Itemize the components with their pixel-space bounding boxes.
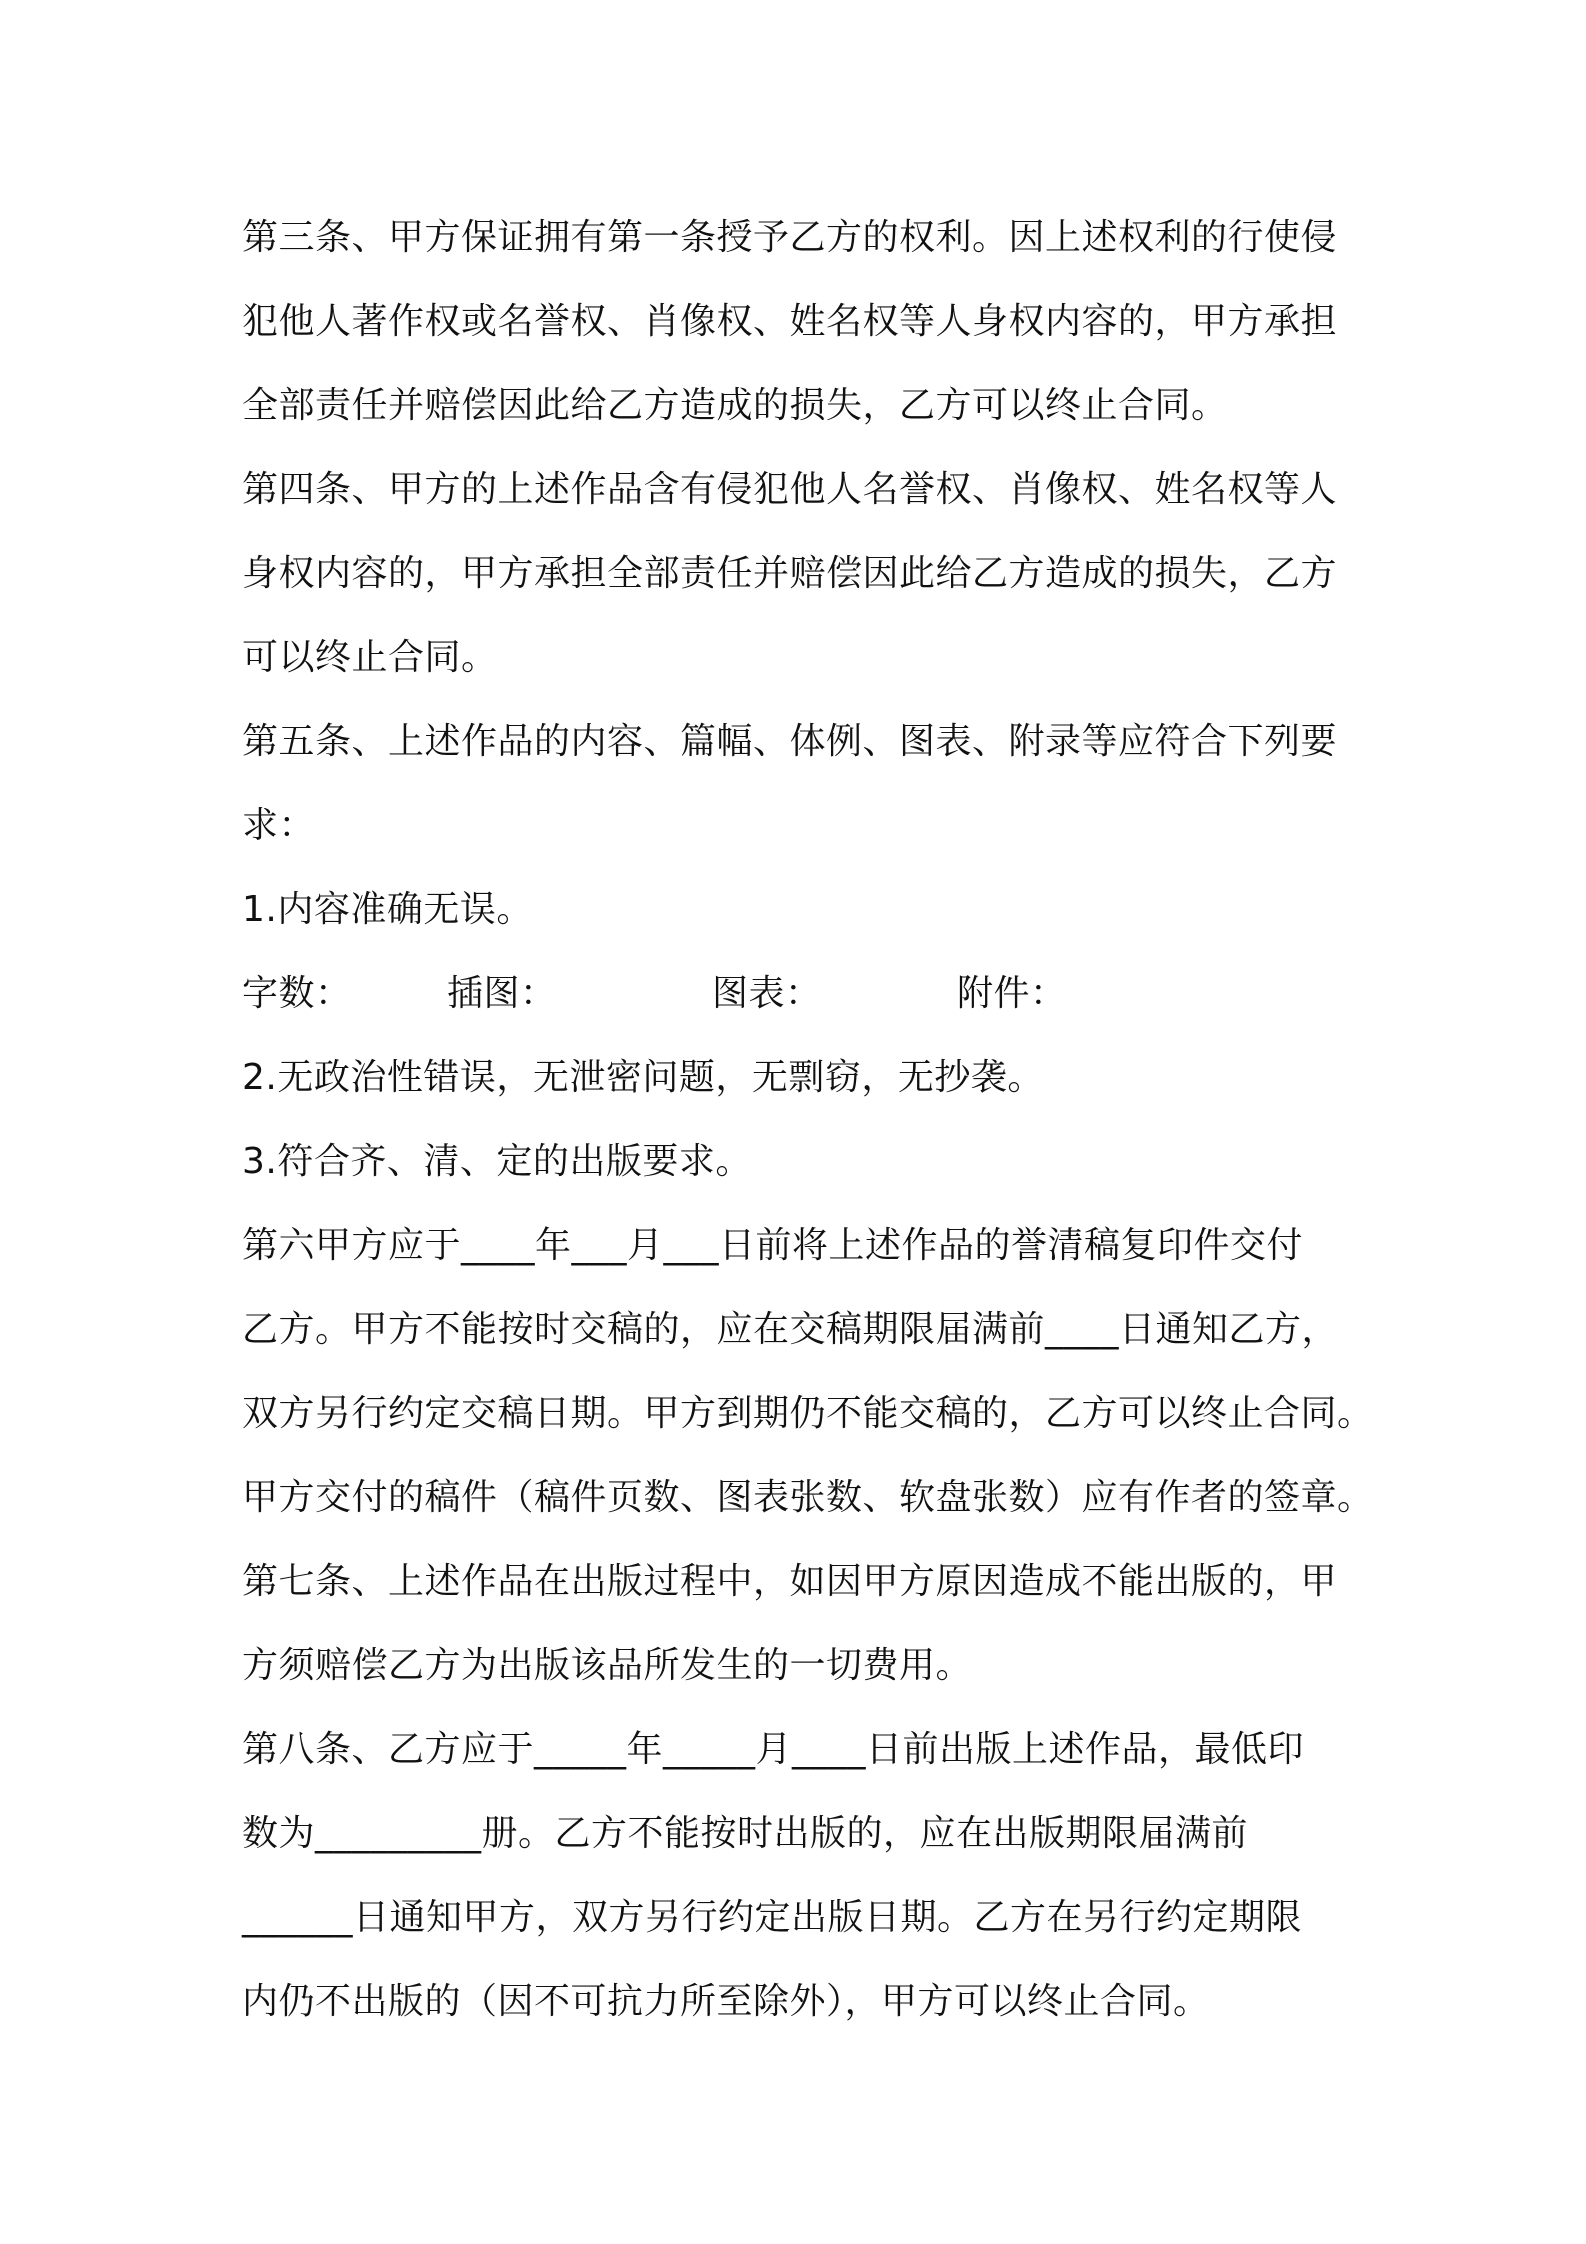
- text-line: 数为_________册。乙方不能按时出版的，应在出版期限届满前: [242, 1813, 1249, 1854]
- text-line: 全部责任并赔偿因此给乙方造成的损失，乙方可以终止合同。: [242, 385, 1228, 426]
- text-line: ______日通知甲方，双方另行约定出版日期。乙方在另行约定期限: [242, 1897, 1303, 1938]
- text-line: 甲方交付的稿件（稿件页数、图表张数、软盘张数）应有作者的签章。: [242, 1477, 1374, 1518]
- text-line: 第四条、甲方的上述作品含有侵犯他人名誉权、肖像权、姓名权等人: [242, 469, 1338, 510]
- text-line: 第八条、乙方应于_____年_____月____日前出版上述作品，最低印: [242, 1729, 1305, 1770]
- charts-label: 图表：: [712, 973, 822, 1014]
- text-line: 乙方。甲方不能按时交稿的，应在交稿期限届满前____日通知乙方，: [242, 1309, 1339, 1350]
- text-line: 第六甲方应于____年___月___日前将上述作品的誉清稿复印件交付: [242, 1225, 1304, 1266]
- text-line: 第五条、上述作品的内容、篇幅、体例、图表、附录等应符合下列要: [242, 721, 1338, 762]
- text-line: 身权内容的，甲方承担全部责任并赔偿因此给乙方造成的损失，乙方: [242, 553, 1338, 594]
- requirement-fields-row: [242, 952, 1362, 1036]
- text-line: 内仍不出版的（因不可抗力所至除外），甲方可以终止合同。: [242, 1981, 1210, 2022]
- contract-text: [242, 196, 1374, 2044]
- text-line: 第三条、甲方保证拥有第一条授予乙方的权利。因上述权利的行使侵: [242, 217, 1338, 258]
- illustrations-label: 插图：: [447, 973, 557, 1014]
- text-line: 1.内容准确无误。: [242, 889, 533, 930]
- text-line: 求：: [242, 805, 316, 846]
- text-line: 双方另行约定交稿日期。甲方到期仍不能交稿的，乙方可以终止合同。: [242, 1393, 1374, 1434]
- text-line: 3.符合齐、清、定的出版要求。: [242, 1141, 752, 1182]
- text-line: 可以终止合同。: [242, 637, 498, 678]
- text-line: 第七条、上述作品在出版过程中，如因甲方原因造成不能出版的，甲: [242, 1561, 1338, 1602]
- text-line: 2.无政治性错误，无泄密问题，无剽窃，无抄袭。: [242, 1057, 1044, 1098]
- text-line: 方须赔偿乙方为出版该品所发生的一切费用。: [242, 1645, 973, 1686]
- attachments-label: 附件：: [957, 973, 1067, 1014]
- text-line: 犯他人著作权或名誉权、肖像权、姓名权等人身权内容的，甲方承担: [242, 301, 1338, 342]
- word-count-label: 字数：: [242, 973, 352, 1014]
